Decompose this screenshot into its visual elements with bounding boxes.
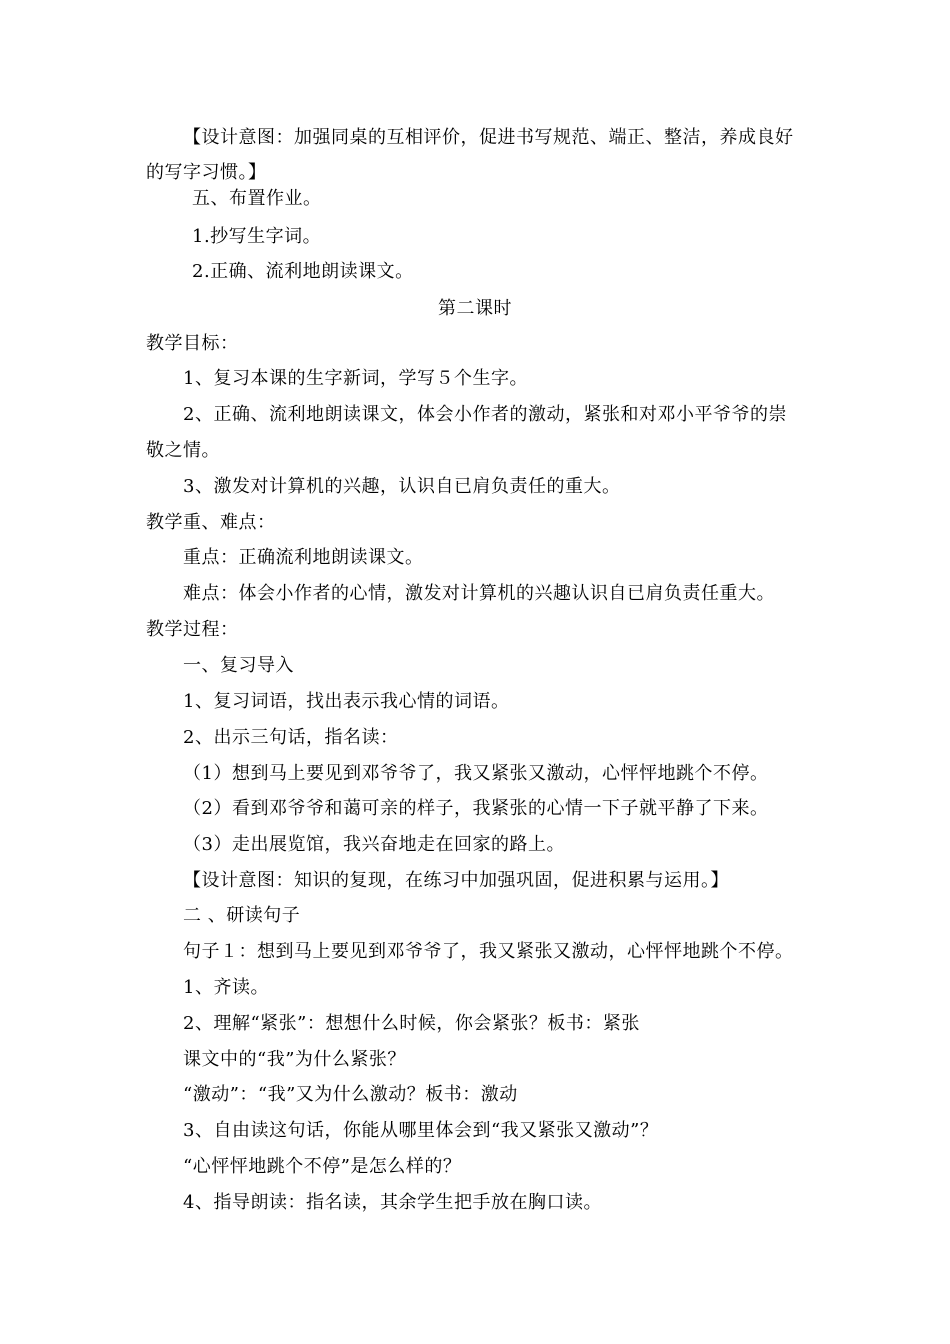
section-label-objectives: 教学目标： <box>146 333 239 354</box>
homework-item: 1.抄写生字词。 <box>192 226 322 247</box>
step-item: 4、指导朗读：指名读，其余学生把手放在胸口读。 <box>183 1192 602 1213</box>
section-heading-homework: 五、布置作业。 <box>192 188 322 209</box>
step-item: 3、自由读这句话，你能从哪里体会到“我又紧张又激动”？ <box>183 1120 659 1141</box>
step-heading: 一、复习导入 <box>183 655 294 676</box>
step-item: 课文中的“我”为什么紧张？ <box>183 1049 406 1070</box>
sentence-item: 句子１：想到马上要见到邓爷爷了，我又紧张又激动，心怦怦地跳个不停。 <box>183 941 794 962</box>
difficult-point: 难点：体会小作者的心情，激发对计算机的兴趣认识自已肩负责任重大。 <box>183 583 775 604</box>
step-item: 1、齐读。 <box>183 977 269 998</box>
design-intent-note: 【设计意图：知识的复现，在练习中加强巩固，促进积累与运用。】 <box>183 870 729 891</box>
step-item: 2、理解“紧张”：想想什么时候，你会紧张？板书：紧张 <box>183 1013 640 1034</box>
objective-item: 1、复习本课的生字新词，学写５个生字。 <box>183 368 528 389</box>
step-heading: 二 、研读句子 <box>183 905 301 926</box>
sentence-item: （1）想到马上要见到邓爷爷了，我又紧张又激动，心怦怦地跳个不停。 <box>183 763 769 784</box>
objective-item: 2、正确、流利地朗读课文，体会小作者的激动，紧张和对邓小平爷爷的崇 <box>183 404 787 425</box>
section-label-key-points: 教学重、难点： <box>146 512 276 533</box>
step-item: 2、出示三句话，指名读： <box>183 727 399 748</box>
section-label-process: 教学过程： <box>146 619 239 640</box>
step-item: “激动”：“我”又为什么激动？板书：激动 <box>183 1084 518 1105</box>
step-item: 1、复习词语，找出表示我心情的词语。 <box>183 691 510 712</box>
step-item: “心怦怦地跳个不停”是怎么样的？ <box>183 1156 462 1177</box>
objective-item-cont: 敬之情。 <box>146 440 220 461</box>
sentence-item: （2）看到邓爷爷和蔼可亲的样子，我紧张的心情一下子就平静了下来。 <box>183 798 769 819</box>
key-point: 重点：正确流利地朗读课文。 <box>183 547 424 568</box>
lesson-title: 第二课时 <box>438 298 512 319</box>
objective-item: 3、激发对计算机的兴趣，认识自已肩负责任的重大。 <box>183 476 621 497</box>
homework-item: 2.正确、流利地朗读课文。 <box>192 261 414 282</box>
design-intent-note: 【设计意图：加强同桌的互相评价，促进书写规范、端正、整洁，养成良好 <box>183 127 794 148</box>
design-intent-note-cont: 的写字习惯。】 <box>146 162 267 183</box>
sentence-item: （3）走出展览馆，我兴奋地走在回家的路上。 <box>183 834 565 855</box>
